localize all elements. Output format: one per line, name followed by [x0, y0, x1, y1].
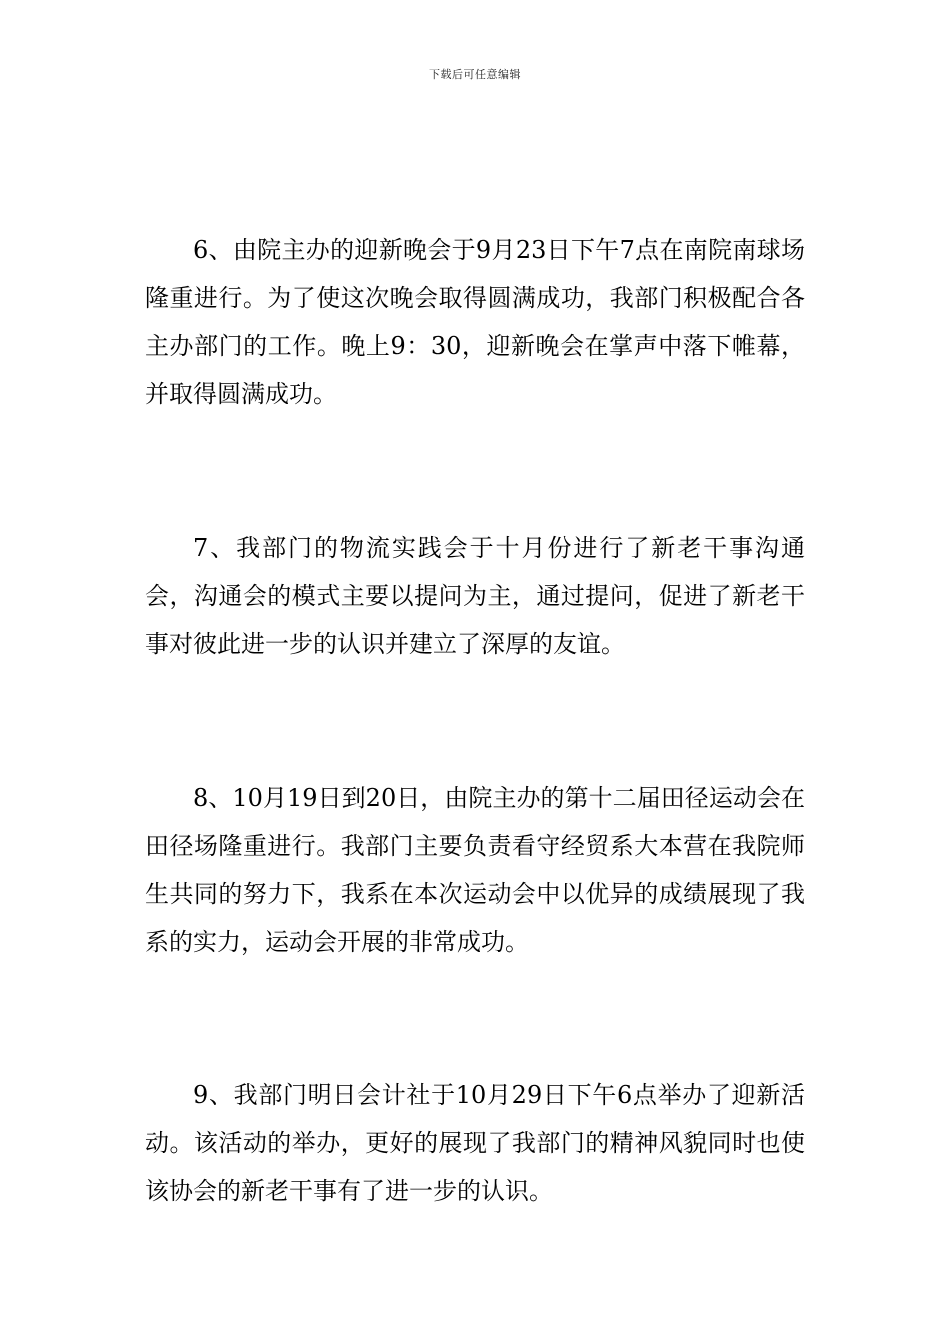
- paragraph-item-8: 8、10月19日到20日，由院主办的第十二届田径运动会在田径场隆重进行。我部门主要负责看守经贸系大本营在我院师生共同的努力下，我系在本次运动会中以优异的成绩展现了我系的实力，运动会开展的非常成功。: [145, 784, 805, 956]
- header-note: 下载后可任意编辑: [429, 68, 521, 81]
- paragraph-item-7: 7、我部门的物流实践会于十月份进行了新老干事沟通会，沟通会的模式主要以提问为主，通过提问，促进了新老干事对彼此进一步的认识并建立了深厚的友谊。: [145, 534, 805, 658]
- paragraph-item-6: 6、由院主办的迎新晚会于9月23日下午7点在南院南球场隆重进行。为了使这次晚会取得圆满成功，我部门积极配合各主办部门的工作。晚上9：30，迎新晚会在掌声中落下帷幕，并取得圆满成功。: [145, 236, 805, 408]
- paragraph-item-9: 9、我部门明日会计社于10月29日下午6点举办了迎新活动。该活动的举办，更好的展现了我部门的精神风貌同时也使该协会的新老干事有了进一步的认识。: [145, 1081, 805, 1205]
